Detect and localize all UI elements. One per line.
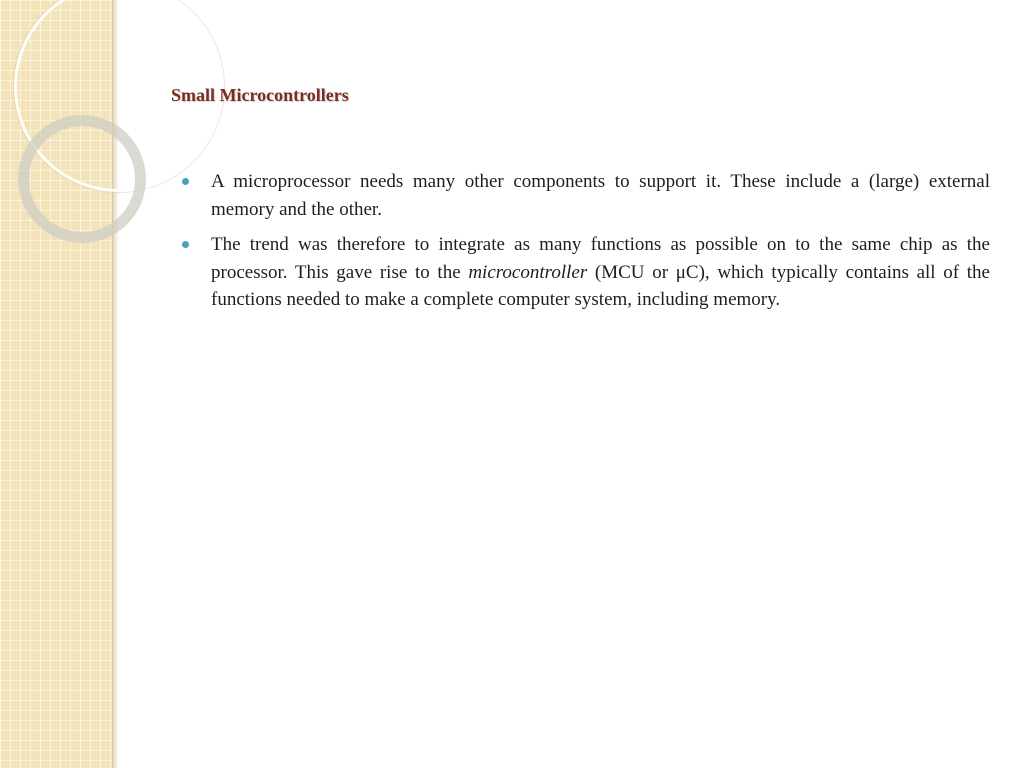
bullet-item-2 <box>211 231 990 314</box>
bullet-text-2-start: The trend was therefore to integrate as many functions as possible on to the same chip as the processor. This gave rise to the <box>211 234 990 283</box>
bullet-item-1 <box>211 168 990 223</box>
bullet-text-1: A microprocessor needs many other components to support it. These include a (large) external memory and the other. <box>211 171 990 220</box>
slide-title: Small Microcontrollers <box>171 85 349 105</box>
bullet-dot-icon <box>182 178 189 185</box>
decorative-small-ring <box>18 115 146 243</box>
bullet-text-2-end: (MCU or μC), which typically contains all of the functions needed to make a complete computer system, including memory. <box>211 261 990 310</box>
bullet-dot-icon <box>182 241 189 248</box>
bullet-list <box>211 168 990 322</box>
bullet-text-2-emphasis: microcontroller <box>468 261 588 283</box>
